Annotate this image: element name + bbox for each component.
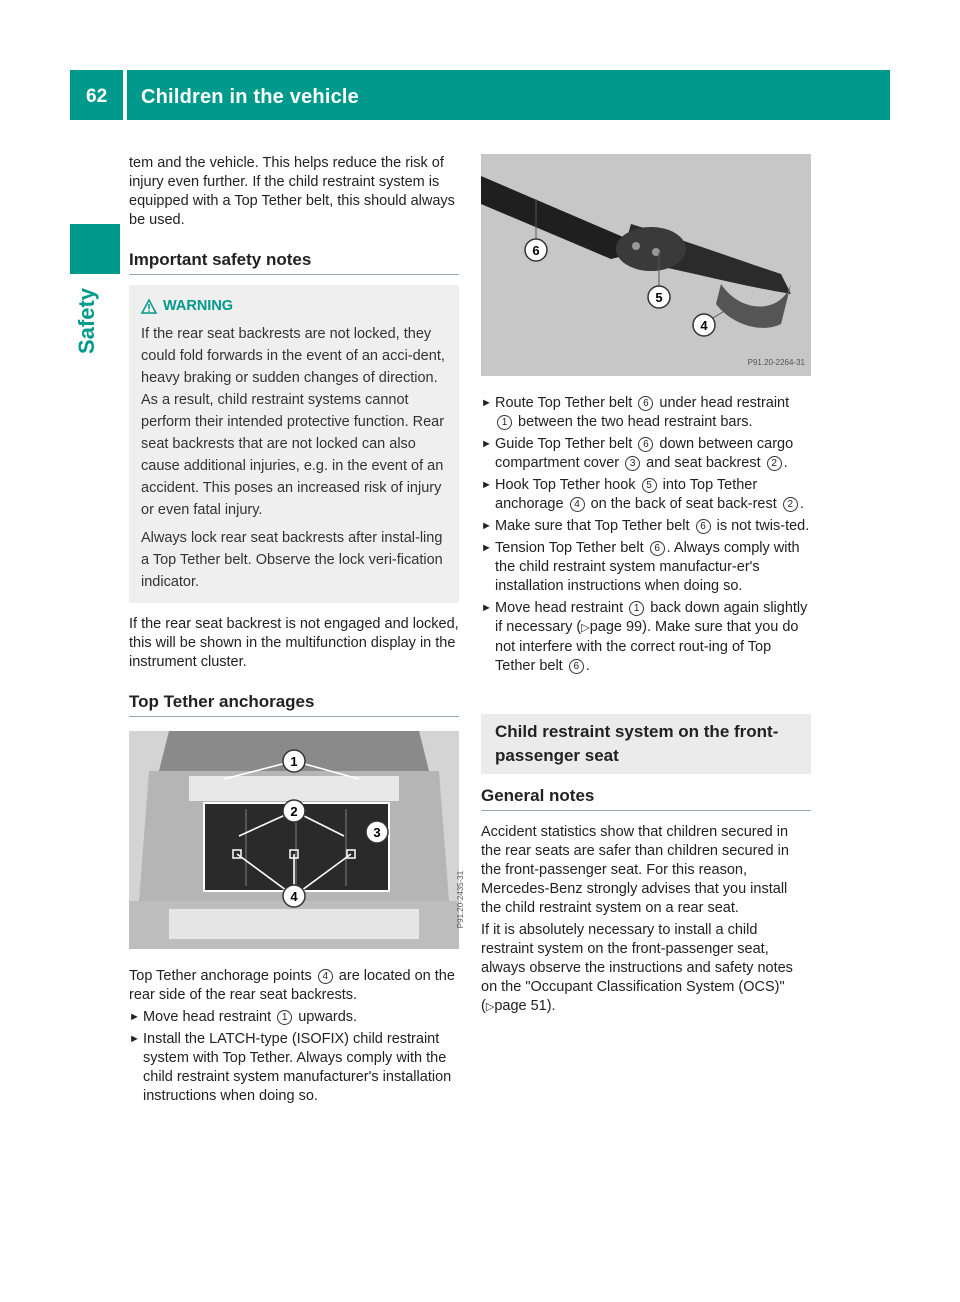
- callout-1-label: 1: [290, 754, 298, 769]
- heading-safety-notes: Important safety notes: [129, 250, 459, 275]
- page-ref-51[interactable]: page 51).: [494, 998, 556, 1014]
- general-paragraph-1: Accident statistics show that children secured in the rear seats are safer than children secured in the front-passenger seat. For this reason, Mercedes-Benz strongly advises that you install the child restraint system on a rear seat.: [481, 824, 789, 916]
- step-install-latch: ► Install the LATCH-type (ISOFIX) child restraint system with Top Tether. Always comply with the child restraint system manufacturer's installation instructions when doing so.: [129, 1031, 452, 1104]
- intro-paragraph: tem and the vehicle. This helps reduce the risk of injury even further. If the child restraint system is equipped with a Top Tether belt, this should always be used.: [129, 155, 455, 228]
- warning-header: [141, 295, 453, 317]
- step-arrow-icon: ►: [129, 1033, 140, 1045]
- step-route-belt: ► Route Top Tether belt 6 under head restraint 1 between the two head restraint bars.: [481, 395, 790, 430]
- trunk-illustration: [129, 731, 459, 949]
- warning-box: [129, 285, 459, 603]
- tether-belt-illustration: [481, 154, 811, 376]
- section-title-front-passenger: Child restraint system on the front-passenger seat: [481, 714, 811, 774]
- warning-paragraph-2: Always lock rear seat backrests after instal-ling a Top Tether belt. Observe the lock veri-fication indicator.: [141, 530, 443, 590]
- callout-4b-label: 4: [700, 318, 708, 333]
- page-ref-arrow-icon: ▷: [581, 622, 590, 634]
- left-column: [129, 154, 465, 1109]
- callout-3-label: 3: [373, 825, 381, 840]
- header-divider: [123, 70, 127, 120]
- step-move-head-restraint-back: ► Move head restraint 1 back down again slightly if necessary (▷page 99). Make sure that you do not interfere with the correct rout-ing of Top Tether belt 6 .: [481, 600, 808, 674]
- callout-ref-4: 4: [318, 969, 333, 984]
- callout-6-label: 6: [532, 243, 540, 258]
- cluster-paragraph: If the rear seat backrest is not engaged and locked, this will be shown in the multifunction display in the instrument cluster.: [129, 616, 459, 670]
- page-title: Children in the vehicle: [141, 86, 359, 108]
- step-move-head-restraint: ► Move head restraint 1 upwards.: [129, 1009, 358, 1025]
- figure-code: P91.20-2264-31: [747, 358, 805, 367]
- callout-5-label: 5: [655, 290, 663, 305]
- page-number: 62: [86, 86, 108, 107]
- page-ref-99[interactable]: page 99). Make sure that you do not interfere with the correct rout-ing of Top Tether belt: [495, 619, 799, 674]
- callout-2-label: 2: [290, 804, 298, 819]
- step-guide-belt: ► Guide Top Tether belt 6 down between cargo compartment cover 3 and seat backrest 2 .: [481, 436, 794, 471]
- step-arrow-icon: ►: [481, 542, 492, 554]
- callout-ref-1: 1: [277, 1010, 292, 1025]
- trunk-anchorage-figure: [129, 731, 465, 949]
- page-ref-arrow-icon: ▷: [485, 1001, 495, 1013]
- step-tension-belt: ► Tension Top Tether belt 6 . Always comply with the child restraint system manufactur-er's installation instructions when doing so.: [481, 540, 800, 594]
- section-tab-marker: [70, 224, 120, 274]
- step-arrow-icon: ►: [481, 520, 492, 532]
- warning-triangle-icon: [141, 299, 157, 314]
- anchorage-paragraph: Top Tether anchorage points 4 are located on the rear side of the rear seat backrests.: [129, 968, 455, 1003]
- heading-general-notes: General notes: [481, 786, 811, 811]
- step-check-twist: ► Make sure that Top Tether belt 6 is not twis-ted.: [481, 518, 810, 534]
- tether-belt-figure: [481, 154, 811, 376]
- figure-code: P91.20-2435-31: [455, 870, 465, 929]
- step-hook-tether: ► Hook Top Tether hook 5 into Top Tether anchorage 4 on the back of seat back-rest 2 .: [481, 477, 804, 512]
- general-paragraph-2: If it is absolutely necessary to install a child restraint system on the front-passenger seat, always observe the instructions and safety notes on the "Occupant Classification System (OCS)" (▷page 51).: [481, 922, 793, 1014]
- step-arrow-icon: ►: [481, 479, 492, 491]
- callout-4-label: 4: [290, 889, 298, 904]
- step-arrow-icon: ►: [129, 1011, 140, 1023]
- step-arrow-icon: ►: [481, 602, 492, 614]
- step-arrow-icon: ►: [481, 397, 492, 409]
- right-column: [481, 154, 811, 1020]
- warning-title: WARNING: [163, 298, 234, 314]
- heading-top-tether-anchorages: Top Tether anchorages: [129, 692, 459, 717]
- section-side-label: Safety: [74, 287, 100, 355]
- warning-paragraph-1: If the rear seat backrests are not locked, they could fold forwards in the event of an acci-dent, heavy braking or sudden changes of direction. As a result, child restraint systems cannot perform their intended protective function. Rear seat backrests that are not locked can also cause additional injuries, e.g. in the event of an accident. This poses an increased risk of injury or even fatal injury.: [141, 326, 445, 518]
- step-arrow-icon: ►: [481, 438, 492, 450]
